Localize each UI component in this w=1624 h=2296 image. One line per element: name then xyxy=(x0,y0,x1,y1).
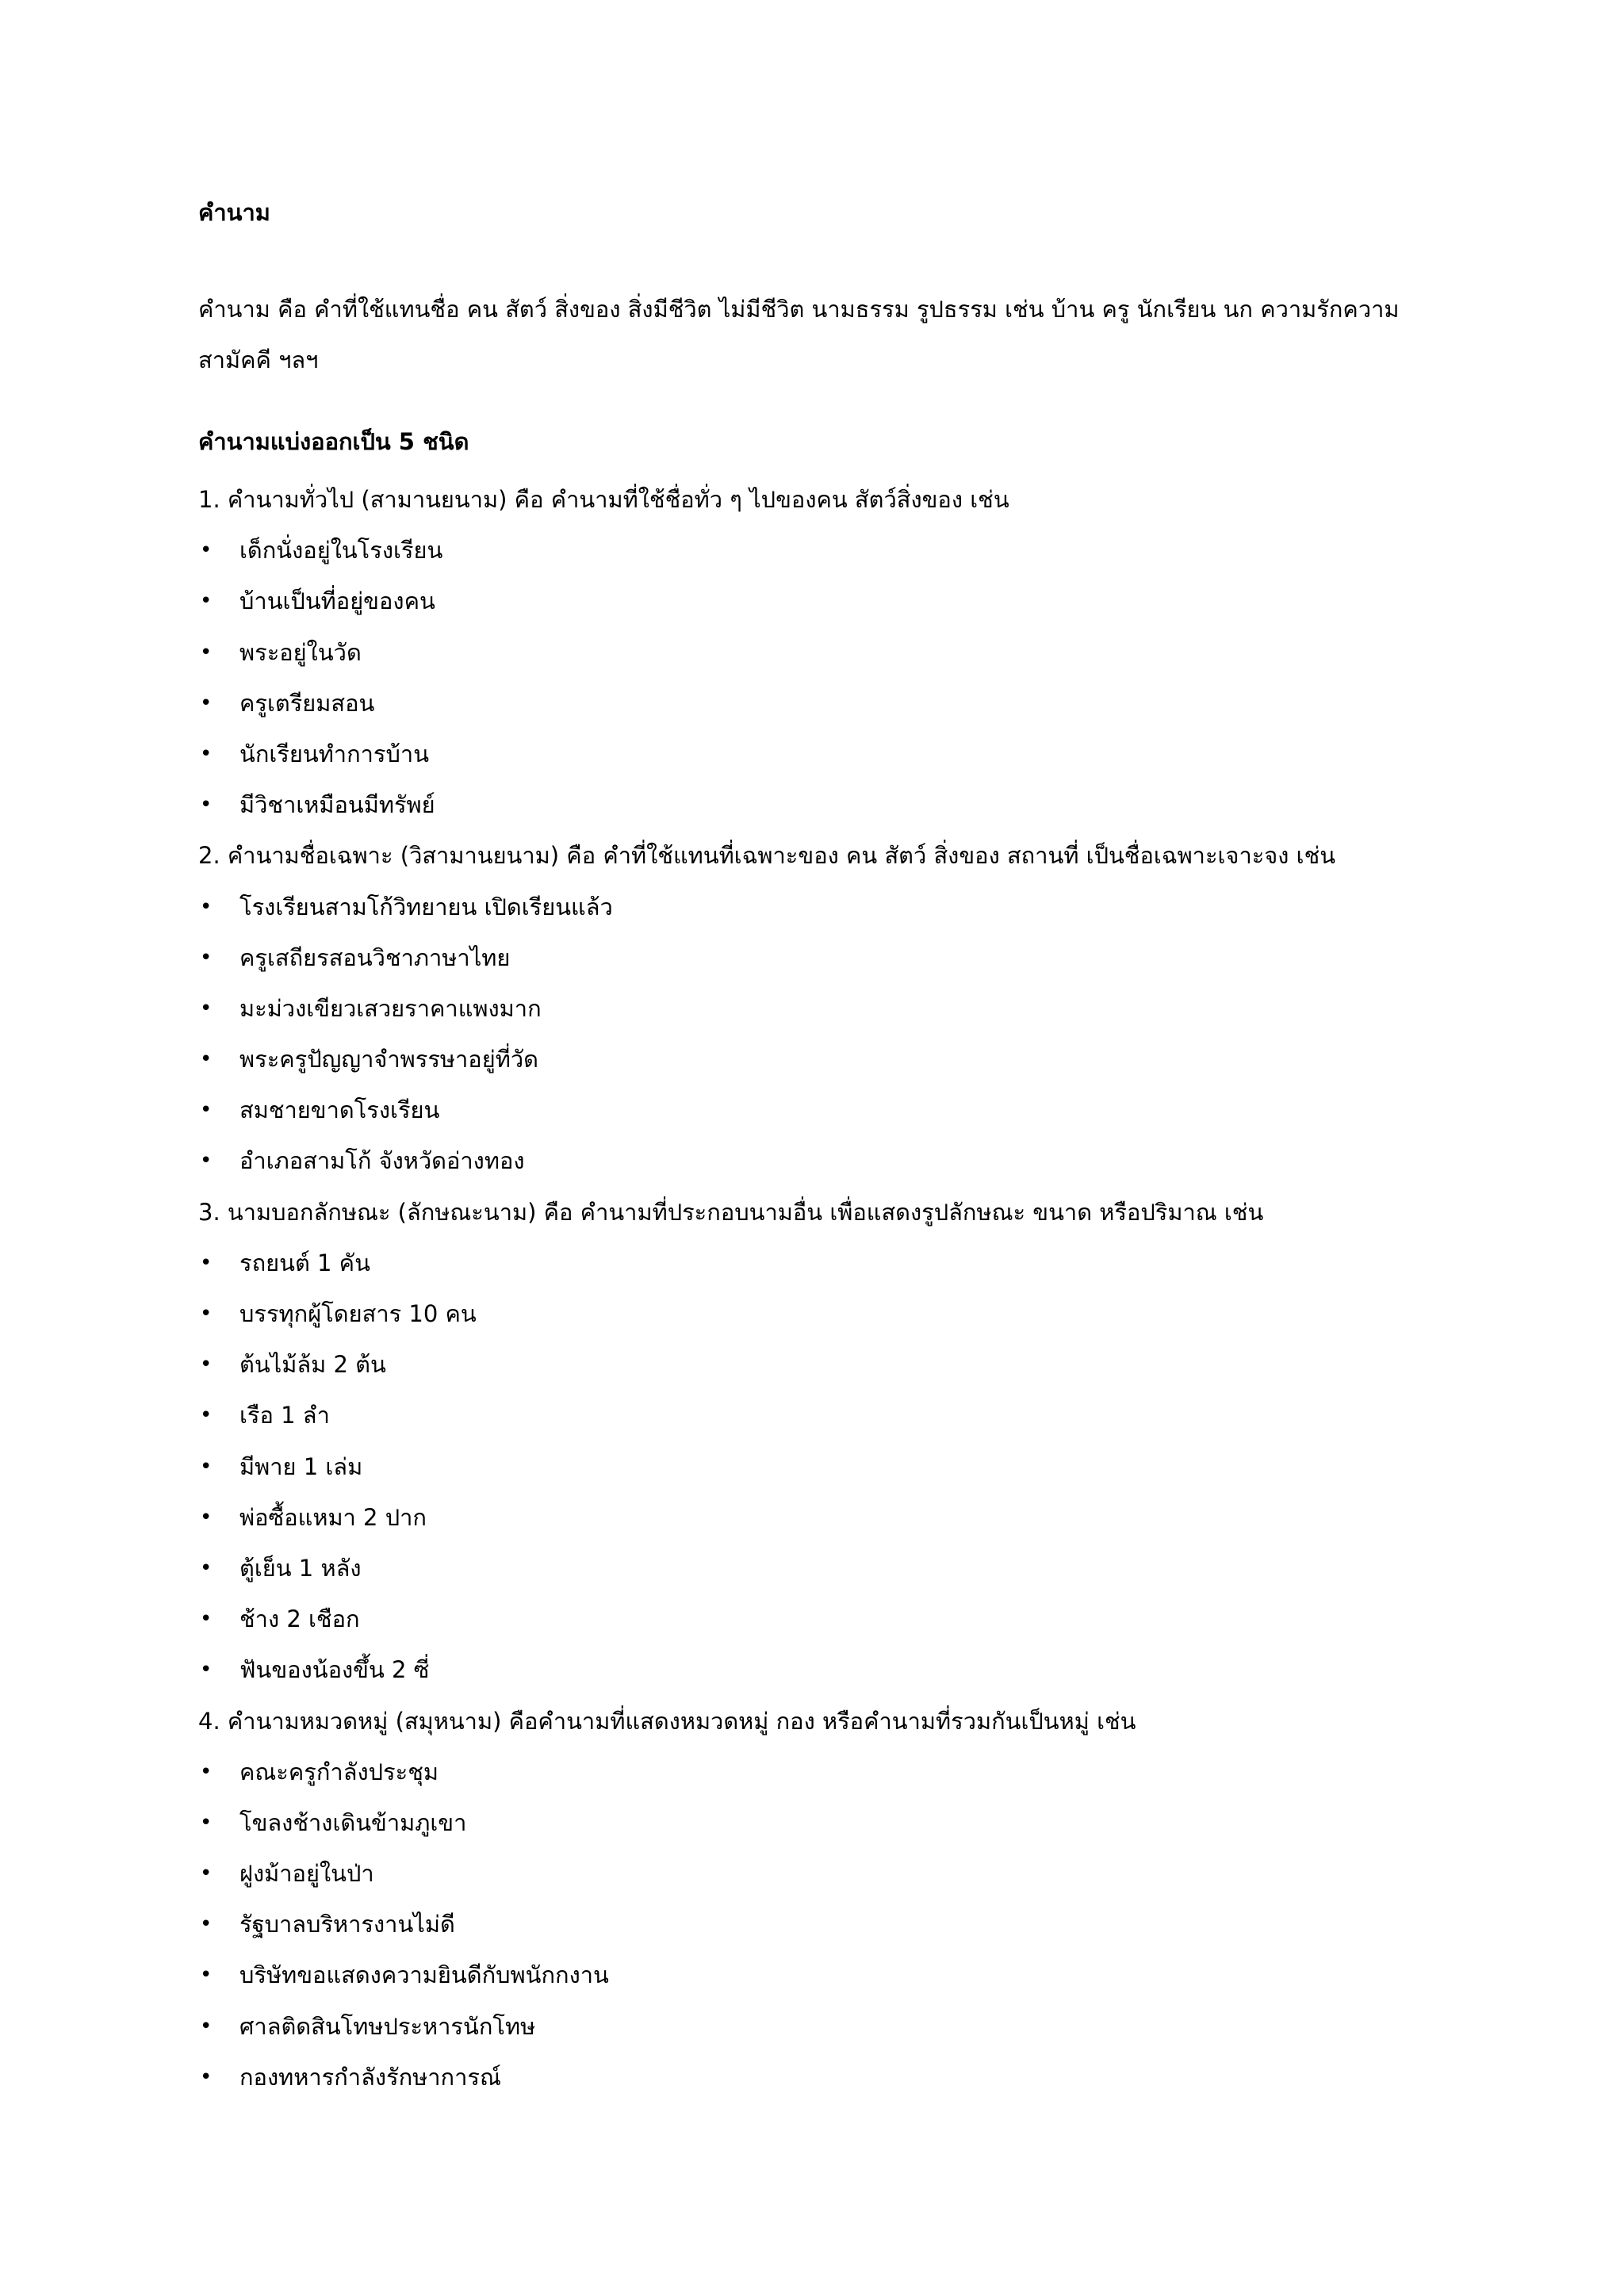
list-item-text: เรือ 1 ลำ xyxy=(239,1402,330,1429)
list-item xyxy=(198,983,1435,1034)
list-item xyxy=(198,1644,1435,1695)
bullet-icon: • xyxy=(200,1912,213,1937)
list-item xyxy=(198,2001,1435,2052)
list-item-text: บ้านเป็นที่อยู่ของคน xyxy=(239,587,435,615)
list-item-text: ฝูงม้าอยู่ในป่า xyxy=(239,1860,374,1888)
intro-paragraph xyxy=(198,284,1435,385)
list-item xyxy=(198,1034,1435,1085)
section-heading: 1. คำนามทั่วไป (สามานยนาม) คือ คำนามที่ใช้ชื่อทั่ว ๆ ไปของคน สัตว์สิ่งของ เช่น xyxy=(198,486,1009,513)
list-item-text: ครูเตรียมสอน xyxy=(239,689,375,717)
bullet-icon: • xyxy=(200,1556,213,1580)
list-item-text: พระอยู่ในวัด xyxy=(239,638,362,666)
bullet-icon: • xyxy=(200,1302,213,1326)
bullet-icon: • xyxy=(200,1810,213,1835)
list-item-text: นักเรียนทำการบ้าน xyxy=(239,740,430,767)
bullet-icon: • xyxy=(200,1047,213,1072)
bullet-icon: • xyxy=(200,1250,213,1275)
bullet-icon: • xyxy=(200,894,213,919)
section-heading: 4. คำนามหมวดหมู่ (สมุหนาม) คือคำนามที่แสดงหมวดหมู่ กอง หรือคำนามที่รวมกันเป็นหมู่ เช่น xyxy=(198,1707,1136,1735)
list-item-text: กองทหารกำลังรักษาการณ์ xyxy=(239,2063,501,2091)
bullet-icon: • xyxy=(200,996,213,1020)
list-item xyxy=(198,576,1435,626)
list-item xyxy=(198,779,1435,830)
sections-content xyxy=(198,474,1435,2103)
list-item-text: มีพาย 1 เล่ม xyxy=(239,1452,363,1480)
list-item xyxy=(198,1085,1435,1135)
bullet-icon: • xyxy=(200,741,213,766)
bullet-icon: • xyxy=(200,1403,213,1428)
bullet-icon: • xyxy=(200,1149,213,1173)
list-item xyxy=(198,678,1435,729)
list-item xyxy=(198,1238,1435,1288)
list-item xyxy=(198,1135,1435,1186)
list-item-text: พ่อซื้อแหมา 2 ปาก xyxy=(239,1503,427,1531)
section-subheading: คำนามแบ่งออกเป็น 5 ชนิด xyxy=(198,428,469,455)
list-item-text: บรรทุกผู้โดยสาร 10 คน xyxy=(239,1300,477,1327)
list-item xyxy=(198,882,1435,932)
list-item-text: เด็กนั่งอยู่ในโรงเรียน xyxy=(239,537,443,564)
bullet-icon: • xyxy=(200,793,213,817)
list-item xyxy=(198,1288,1435,1339)
list-item-text: มีวิชาเหมือนมีทรัพย์ xyxy=(239,791,435,819)
bullet-icon: • xyxy=(200,1658,213,1682)
bullet-icon: • xyxy=(200,1862,213,1886)
list-item-text: ครูเสถียรสอนวิชาภาษาไทย xyxy=(239,943,511,971)
bullet-icon: • xyxy=(200,1963,213,1988)
bullet-icon: • xyxy=(200,538,213,563)
bullet-icon: • xyxy=(200,1759,213,1784)
list-item xyxy=(198,2052,1435,2103)
bullet-icon: • xyxy=(200,1505,213,1529)
intro-line: สามัคคี ฯลฯ xyxy=(198,346,319,373)
list-item xyxy=(198,1899,1435,1950)
bullet-icon: • xyxy=(200,945,213,970)
list-item-text: โรงเรียนสามโก้วิทยายน เปิดเรียนแล้ว xyxy=(239,893,613,920)
list-item xyxy=(198,1441,1435,1492)
list-item xyxy=(198,932,1435,983)
list-item-text: มะม่วงเขียวเสวยราคาแพงมาก xyxy=(239,994,542,1022)
list-item xyxy=(198,627,1435,678)
intro-line: คำนาม คือ คำที่ใช้แทนชื่อ คน สัตว์ สิ่งของ สิ่งมีชีวิต ไม่มีชีวิต นามธรรม รูปธรรม เช่น บ้าน ครู นักเรียน นก ความรักความ xyxy=(198,296,1400,323)
list-item-text: โขลงช้างเดินข้ามภูเขา xyxy=(239,1808,467,1836)
bullet-icon: • xyxy=(200,1454,213,1479)
list-item xyxy=(198,1390,1435,1441)
bullet-icon: • xyxy=(200,640,213,664)
list-item xyxy=(198,729,1435,779)
list-item-text: อำเภอสามโก้ จังหวัดอ่างทอง xyxy=(239,1147,525,1175)
bullet-icon: • xyxy=(200,589,213,614)
list-item xyxy=(198,1543,1435,1594)
list-item-text: รถยนต์ 1 คัน xyxy=(239,1249,370,1276)
list-item-text: ต้นไม้ล้ม 2 ต้น xyxy=(239,1351,386,1379)
list-item xyxy=(198,1594,1435,1644)
list-item-text: ศาลติดสินโทษประหารนักโทษ xyxy=(239,2012,536,2040)
bullet-icon: • xyxy=(200,691,213,715)
list-item xyxy=(198,1747,1435,1797)
list-item xyxy=(198,1848,1435,1899)
list-item xyxy=(198,1797,1435,1848)
list-item xyxy=(198,525,1435,576)
list-item-text: ตู้เย็น 1 หลัง xyxy=(239,1554,362,1582)
bullet-icon: • xyxy=(200,2014,213,2038)
list-item xyxy=(198,1492,1435,1543)
list-item-text: ฟันของน้องขึ้น 2 ซี่ xyxy=(239,1656,430,1684)
list-item-text: พระครูปัญญาจำพรรษาอยู่ที่วัด xyxy=(239,1046,538,1073)
list-item-text: คณะครูกำลังประชุม xyxy=(239,1758,439,1785)
section-heading: 3. นามบอกลักษณะ (ลักษณะนาม) คือ คำนามที่ประกอบนามอื่น เพื่อแสดงรูปลักษณะ ขนาด หรือปริมาณ เช่น xyxy=(198,1198,1264,1226)
list-item-text: ช้าง 2 เชือก xyxy=(239,1605,360,1633)
section-heading: 2. คำนามชื่อเฉพาะ (วิสามานยนาม) คือ คำที่ใช้แทนที่เฉพาะของ คน สัตว์ สิ่งของ สถานที่ เป็นชื่อเฉพาะเจาะจง เช่น xyxy=(198,842,1336,870)
list-item xyxy=(198,1339,1435,1390)
bullet-icon: • xyxy=(200,2064,213,2089)
list-item xyxy=(198,1950,1435,2000)
bullet-icon: • xyxy=(200,1098,213,1123)
bullet-icon: • xyxy=(200,1607,213,1632)
list-item-text: บริษัทขอแสดงความยินดีกับพนักกงาน xyxy=(239,1961,609,1989)
document-title: คำนาม xyxy=(198,199,270,226)
bullet-icon: • xyxy=(200,1353,213,1377)
list-item-text: สมชายขาดโรงเรียน xyxy=(239,1096,440,1124)
list-item-text: รัฐบาลบริหารงานไม่ดี xyxy=(239,1911,455,1938)
